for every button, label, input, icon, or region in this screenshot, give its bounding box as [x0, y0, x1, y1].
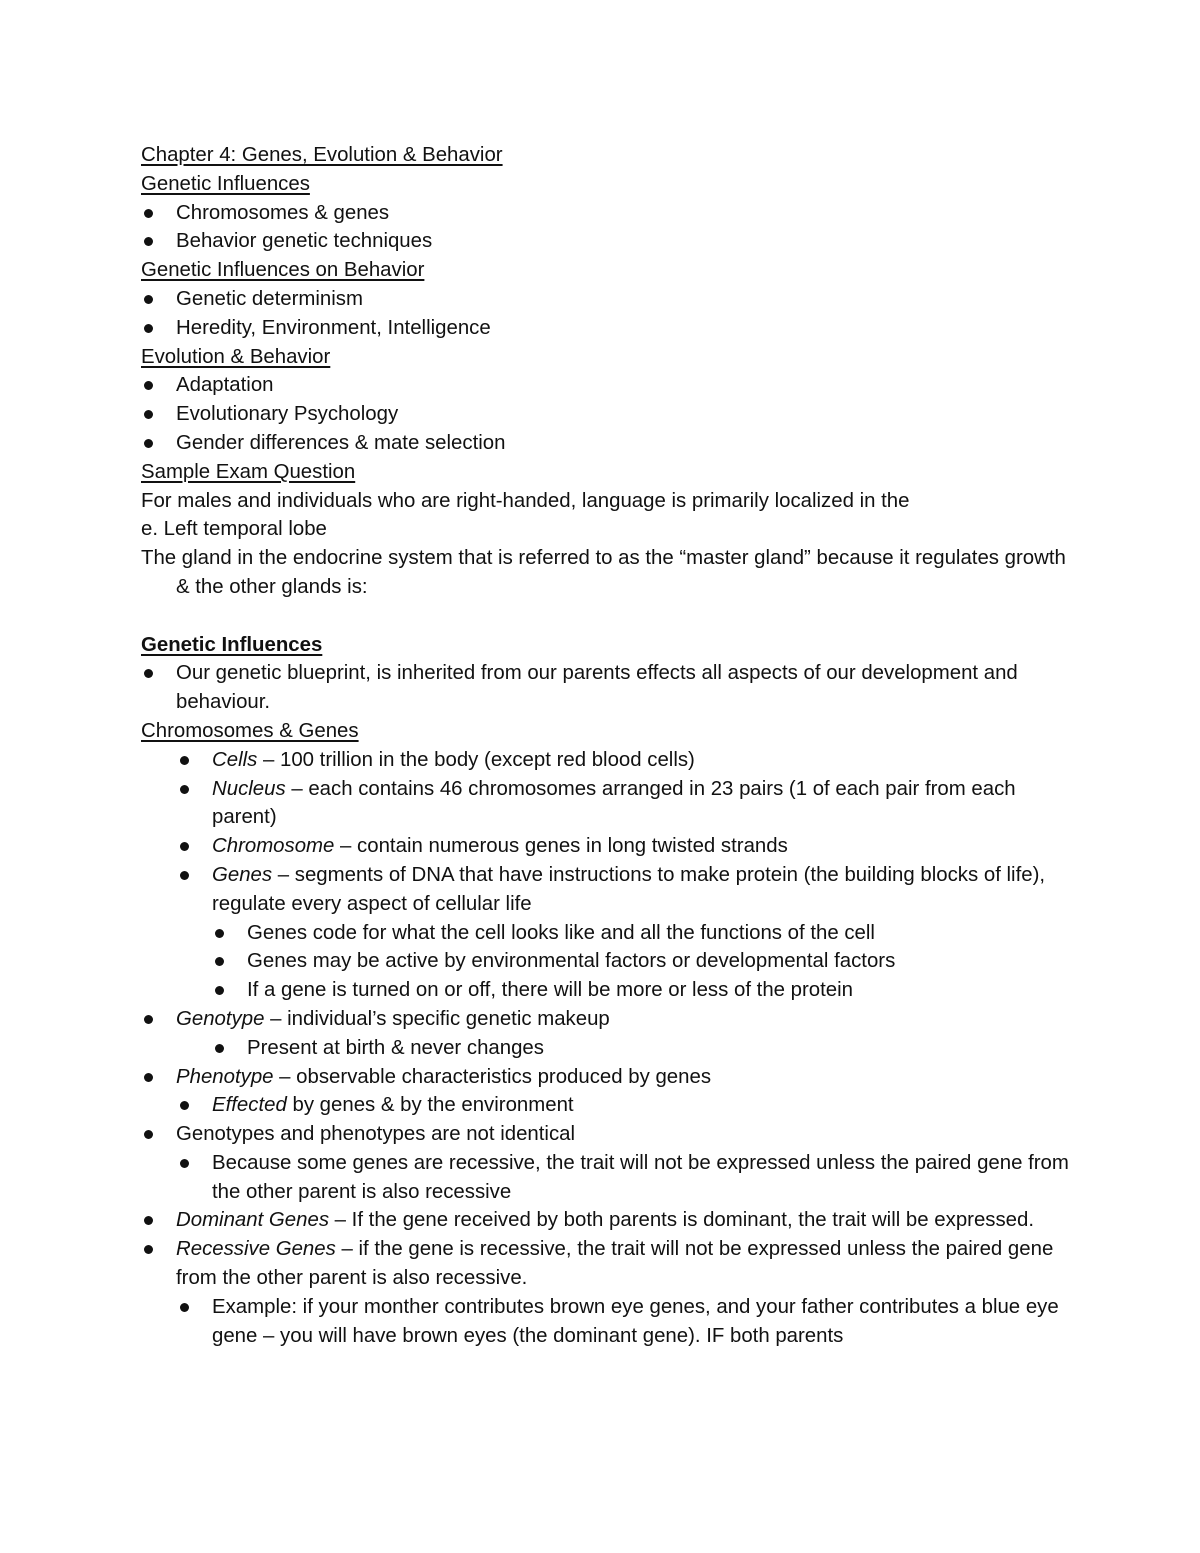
- bullet-icon: [180, 756, 189, 765]
- bullet-icon: [144, 1130, 153, 1139]
- section-heading-genetic-influences-on-behavior: Genetic Influences on Behavior: [141, 259, 425, 282]
- section-heading-genetic-influences: Genetic Influences: [141, 172, 310, 195]
- list-item: Effected by genes & by the environment: [141, 1091, 1071, 1120]
- list-item: Cells – 100 trillion in the body (except red blood cells): [141, 746, 1071, 775]
- bullet-icon: [144, 324, 153, 333]
- sample-exam-heading: Sample Exam Question: [141, 460, 356, 483]
- bullet-icon: [215, 957, 224, 966]
- chapter-title: Chapter 4: Genes, Evolution & Behavior: [141, 144, 503, 166]
- list-item: Our genetic blueprint, is inherited from our parents effects all aspects of our development and behaviour.: [141, 659, 1071, 717]
- bullet-icon: [180, 785, 189, 794]
- bullet-icon: [180, 1303, 189, 1312]
- bullet-icon: [144, 1073, 153, 1082]
- bullet-icon: [144, 1216, 153, 1225]
- list-item: Behavior genetic techniques: [141, 227, 1071, 256]
- bullet-icon: [215, 1044, 224, 1053]
- bullet-icon: [215, 986, 224, 995]
- bullet-icon: [215, 929, 224, 938]
- list-item: Phenotype – observable characteristics produced by genes: [141, 1063, 1071, 1092]
- list-item: Genetic determinism: [141, 285, 1071, 314]
- list-item: Chromosomes & genes: [141, 199, 1071, 228]
- exam-question-2: The gland in the endocrine system that is referred to as the “master gland” because it regulates growth & the other glands is:: [141, 547, 1066, 598]
- bullet-icon: [144, 381, 153, 390]
- bullet-icon: [144, 1245, 153, 1254]
- list-item: Gender differences & mate selection: [141, 429, 1071, 458]
- bullet-icon: [144, 439, 153, 448]
- list-item: Present at birth & never changes: [141, 1034, 1071, 1063]
- list-item: Genes – segments of DNA that have instructions to make protein (the building blocks of life), regulate every aspect of cellular life: [141, 861, 1071, 919]
- notes-heading: Genetic Influences: [141, 633, 323, 656]
- bullet-icon: [180, 1101, 189, 1110]
- bullet-icon: [180, 1159, 189, 1168]
- bullet-icon: [144, 410, 153, 419]
- list-item: Example: if your monther contributes brown eye genes, and your father contributes a blue eye gene – you will have brown eyes (the dominant gene). IF both parents: [141, 1293, 1071, 1351]
- chromosomes-genes-heading: Chromosomes & Genes: [141, 719, 359, 742]
- list-item: Genes code for what the cell looks like and all the functions of the cell: [141, 919, 1071, 948]
- bullet-icon: [144, 237, 153, 246]
- blank-line: [141, 602, 1071, 631]
- list-item: Chromosome – contain numerous genes in long twisted strands: [141, 832, 1071, 861]
- bullet-icon: [180, 842, 189, 851]
- exam-question-1: For males and individuals who are right-handed, language is primarily localized in the: [141, 489, 910, 512]
- section-heading-evolution-behavior: Evolution & Behavior: [141, 345, 331, 368]
- list-item: Evolutionary Psychology: [141, 400, 1071, 429]
- list-item: Genotype – individual’s specific genetic makeup: [141, 1005, 1071, 1034]
- list-item: Because some genes are recessive, the trait will not be expressed unless the paired gene from the other parent is also recessive: [141, 1149, 1071, 1207]
- bullet-icon: [144, 295, 153, 304]
- list-item: If a gene is turned on or off, there will be more or less of the protein: [141, 976, 1071, 1005]
- list-item: Genes may be active by environmental factors or developmental factors: [141, 947, 1071, 976]
- list-item: Heredity, Environment, Intelligence: [141, 314, 1071, 343]
- bullet-icon: [144, 1015, 153, 1024]
- exam-answer-1: e. Left temporal lobe: [141, 518, 327, 541]
- list-item: Recessive Genes – if the gene is recessive, the trait will not be expressed unless the paired gene from the other parent is also recessive.: [141, 1235, 1071, 1293]
- bullet-icon: [144, 669, 153, 678]
- list-item: Dominant Genes – If the gene received by both parents is dominant, the trait will be expressed.: [141, 1206, 1071, 1235]
- list-item: Adaptation: [141, 371, 1071, 400]
- bullet-icon: [144, 209, 153, 218]
- list-item: Genotypes and phenotypes are not identical: [141, 1120, 1071, 1149]
- document-page: [141, 141, 1071, 1350]
- list-item: Nucleus – each contains 46 chromosomes arranged in 23 pairs (1 of each pair from each parent): [141, 775, 1071, 833]
- bullet-icon: [180, 871, 189, 880]
